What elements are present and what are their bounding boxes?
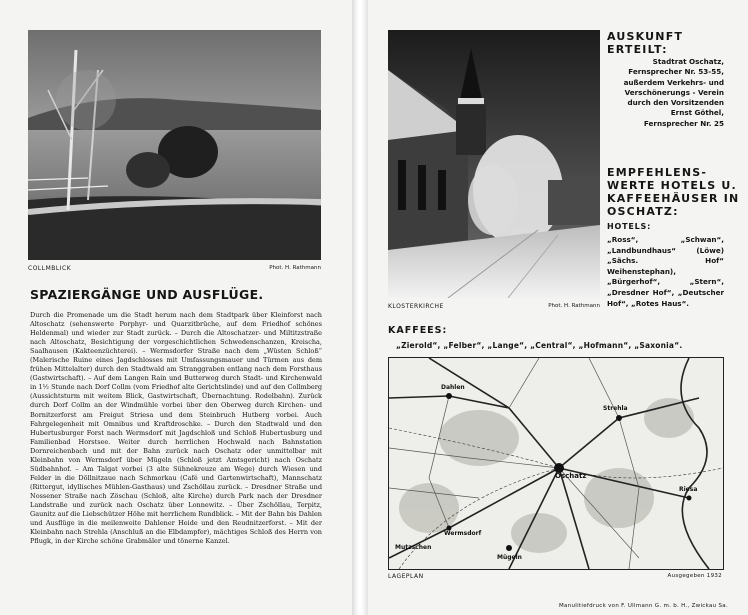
auskunft-line: Fernsprecher Nr. 53-55, xyxy=(628,67,724,77)
right-page xyxy=(368,0,748,615)
kaffees-heading: KAFFEES: xyxy=(388,325,448,336)
auskunft-line: Stadtrat Oschatz, xyxy=(652,57,724,66)
printer-note: Manulitiefdruck von F. Ullmann G. m. b. H., Zwickau Sa. xyxy=(558,603,728,609)
map-place-label: Riesa xyxy=(679,486,698,493)
photo-credit: Phot. H. Rathmann xyxy=(269,265,321,271)
auskunft-line: Ernst Göthel, xyxy=(670,108,724,118)
lageplan-map xyxy=(388,357,724,570)
klosterkirche-photo xyxy=(388,30,600,298)
book-gutter xyxy=(352,0,368,615)
photo-credit: Phot. H. Rathmann xyxy=(548,303,600,309)
map-place-label: Strehla xyxy=(603,405,628,412)
map-place-label: Wermsdorf xyxy=(444,530,482,537)
heading-line: OSCHATZ: xyxy=(607,205,679,218)
hotels-heading xyxy=(607,166,739,218)
heading-line: ERTEILT: xyxy=(607,43,668,56)
collmblick-photo xyxy=(28,30,321,260)
auskunft-line: durch den Vorsitzenden xyxy=(627,98,724,108)
map-caption: LAGEPLAN xyxy=(388,573,424,580)
map-place-label: Dahlen xyxy=(441,384,465,391)
photo-caption: COLLMBLICK xyxy=(28,265,72,272)
auskunft-line: Verschönerungs - Verein xyxy=(624,87,724,97)
edition-note: Ausgegeben 1932 xyxy=(667,573,722,579)
heading-line: AUSKUNFT xyxy=(607,30,684,43)
auskunft-line: außerdem Verkehrs- und xyxy=(623,77,724,87)
heading-line: WERTE HOTELS U. xyxy=(607,179,737,192)
auskunft-line: Fernsprecher Nr. 25 xyxy=(643,118,724,128)
heading-line: KAFFEEHÄUSER IN xyxy=(607,192,740,205)
body-text: Durch die Promenade um die Stadt herum nach dem Stadtpark über Kleinforst nach Altoschatz (sehenswerte Porphyr- und Quarzitbrüche, auf dem Friedhof schönes Heldenmal) und wieder zur Stadt zurück. – Durch die Altoschatzer- und Miltitzstraße nach Altoschatz, Besichtigung der vorgeschichtlichen Schwedenschanzen, Kreischa, Saalhausen (Kakteenzüchterei). – Wermsdorfer Straße nach dem „Wüsten Schloß“ (Malerische Ruine eines Jagdschlosses mit Umfassungsmauer und Türmen aus dem frühen Mittelalter) durch den Stadtwald am Stranggraben entlang nach dem Forsthaus (Gastwirtschaft). – Auf dem Langen Rain und Butterweg durch Stadt- und Kirchenwald in 1½ Stunde nach Dorf Collm (vom Friedhof alte Gerichtslinde) und auf den Collmberg (Aussichtsturm mit weitem Blick, Gastwirtschaft, Übernachtung. Rodelbahn). Zurück durch Dorf Collm an der Windmühle vorbei über den Oberweg durch Kirchen- und Bornitzerforst am Freigut Striesa und dem Steinbruch Hutberg vorbei. Auch Fahrgelegenheit mit Omnibus und Kraftdroschke. – Durch den Stadtwald und den Hubertusburger Forst nach Wermsdorf mit Jagdschloß und Schloß Hubertusburg und Familienbad Horstsee. Weiter durch herrlichen Hochwald nach Bahnstation Dornreichenbach und mit der Bahn zurück nach Oschatz oder unmittelbar mit Kleinbahn von Wermsdorf über Mügeln (Schloß jetzt Amtsgericht) nach Oschatz Südbahnhof. – Am Talgat vorbei (3 alte Sühnekreuze am Wege) durch Wiesen und Felder in die Döllnitzaue nach Schmorkau (Café und Gartenwirtschaft), Mannschatz (Rittergut, idyllisches Mühlen-Gasthaus) und Zschöllau zurück. – Dresdner Straße und Nossener Straße nach Zöschau (Schloß, alte Kirche) durch Park nach der Dresdner Landstraße und zurück nach Oschatz über Lonnewitz. – Über Zschöllau, Terpitz, Gaunitz auf die Liebschützer Höhe mit herrlichem Rundblick. – Mit der Bahn bis Dahlen und Ausflüge in die meilenweite Dahlener Heide und den Reudnitzerforst. – Mit der Kleinbahn nach Strehla (Anschluß an die Elbdampfer), mächtiges Schloß des Herrn von Pflugk, in der Kirche schöne Grabmäler und tönerne Kanzel. xyxy=(30,311,322,546)
hotels-list: „Ross“, „Schwan“, „Landbundhaus“ (Löwe) „Sächs. Hof“ Weihenstephan), „Bürgerhof“, „Stern“, „Dresdner Hof“, „Deutscher Hof“, „Rotes Haus“. xyxy=(607,235,724,308)
auskunft-details xyxy=(600,57,724,129)
left-page xyxy=(0,0,352,615)
kaffees-list: „Zierold“, „Felber“, „Lange“, „Central“, „Hofmann“, „Saxonia“. xyxy=(396,341,683,350)
photo-caption: KLOSTERKIRCHE xyxy=(388,303,444,310)
heading-line: EMPFEHLENS- xyxy=(607,166,708,179)
map-drawing xyxy=(389,358,723,569)
map-place-label: Oschatz xyxy=(555,472,587,480)
hotels-label: HOTELS: xyxy=(607,222,652,231)
auskunft-heading xyxy=(607,30,683,56)
map-place-label: Mutzschen xyxy=(395,544,432,551)
map-place-label: Mügeln xyxy=(497,554,522,561)
section-title: SPAZIERGÄNGE UND AUSFLÜGE. xyxy=(30,287,264,302)
